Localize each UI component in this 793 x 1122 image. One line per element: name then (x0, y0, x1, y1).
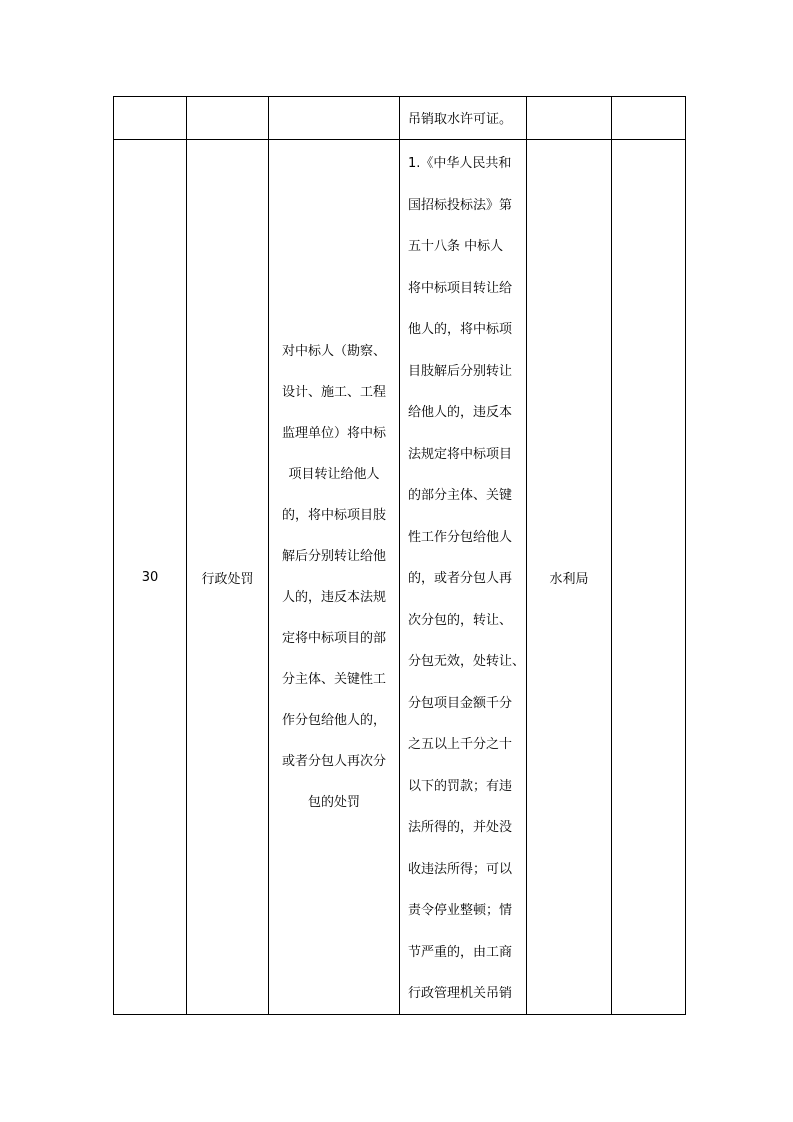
row-number: 30 (141, 569, 159, 585)
cell-type-empty (187, 97, 269, 140)
basis-line: 责令停业整顿；情 (408, 903, 513, 918)
basis-line: 收违法所得；可以 (408, 861, 513, 877)
cell-basis-continuation (400, 97, 527, 140)
basis-line: 国招标投标法》第 (408, 197, 513, 213)
basis-line: 的部分主体、关键 (408, 488, 513, 503)
basis-line: 目肢解后分别转让 (408, 363, 513, 379)
basis-line: 次分包的，转让、 (408, 612, 513, 628)
item-line: 解后分别转让给他 (281, 549, 386, 564)
cell-number (114, 140, 187, 1015)
item-line: 设计、施工、工程 (281, 385, 386, 400)
item-line: 定将中标项目的部 (281, 631, 386, 646)
basis-line: 行政管理机关吊销 (408, 986, 513, 1001)
cell-item-empty (269, 97, 400, 140)
cell-type (187, 140, 269, 1015)
item-line: 的，将中标项目肢 (281, 508, 386, 523)
basis-line: 以下的罚款；有违 (408, 778, 513, 794)
basis-line: 之五以上千分之十 (408, 737, 513, 752)
item-line: 作分包给他人的， (281, 713, 386, 728)
cell-department-empty (527, 97, 612, 140)
cell-note (612, 140, 686, 1015)
cell-item (269, 140, 400, 1015)
penalty-table (113, 96, 686, 1015)
item-line: 或者分包人再次分 (281, 754, 386, 769)
basis-line: 的，或者分包人再 (408, 571, 513, 586)
legal-basis (400, 140, 526, 1014)
item-line: 人的，违反本法规 (281, 590, 386, 605)
basis-line: 五十八条 中标人 (408, 239, 504, 254)
table-row-30 (114, 140, 686, 1015)
department-name: 水利局 (549, 571, 589, 587)
cell-note-empty (612, 97, 686, 140)
cell-department (527, 140, 612, 1015)
table-row-continuation (114, 97, 686, 140)
basis-continuation-text: 吊销取水许可证。 (408, 112, 513, 127)
item-description (269, 331, 399, 823)
item-line: 对中标人（勘察、 (281, 344, 386, 359)
basis-line: 法规定将中标项目 (408, 446, 513, 462)
penalty-type: 行政处罚 (201, 571, 254, 587)
item-line: 监理单位）将中标 (281, 426, 386, 441)
item-line: 项目转让给他人 (288, 467, 380, 482)
basis-line: 性工作分包给他人 (408, 529, 513, 545)
item-line: 分主体、关键性工 (281, 672, 386, 687)
cell-basis (400, 140, 527, 1015)
basis-line: 他人的，将中标项 (408, 322, 513, 337)
basis-line: 节严重的，由工商 (408, 944, 513, 960)
basis-line: 法所得的，并处没 (408, 820, 513, 835)
basis-line: 1.《中华人民共和 (408, 156, 512, 171)
cell-number-empty (114, 97, 187, 140)
item-line: 包的处罚 (307, 795, 360, 810)
basis-line: 分包无效，处转让、 (408, 654, 526, 669)
basis-line: 分包项目金额千分 (408, 695, 513, 711)
basis-line: 将中标项目转让给 (408, 280, 513, 296)
basis-line: 给他人的，违反本 (408, 405, 513, 420)
